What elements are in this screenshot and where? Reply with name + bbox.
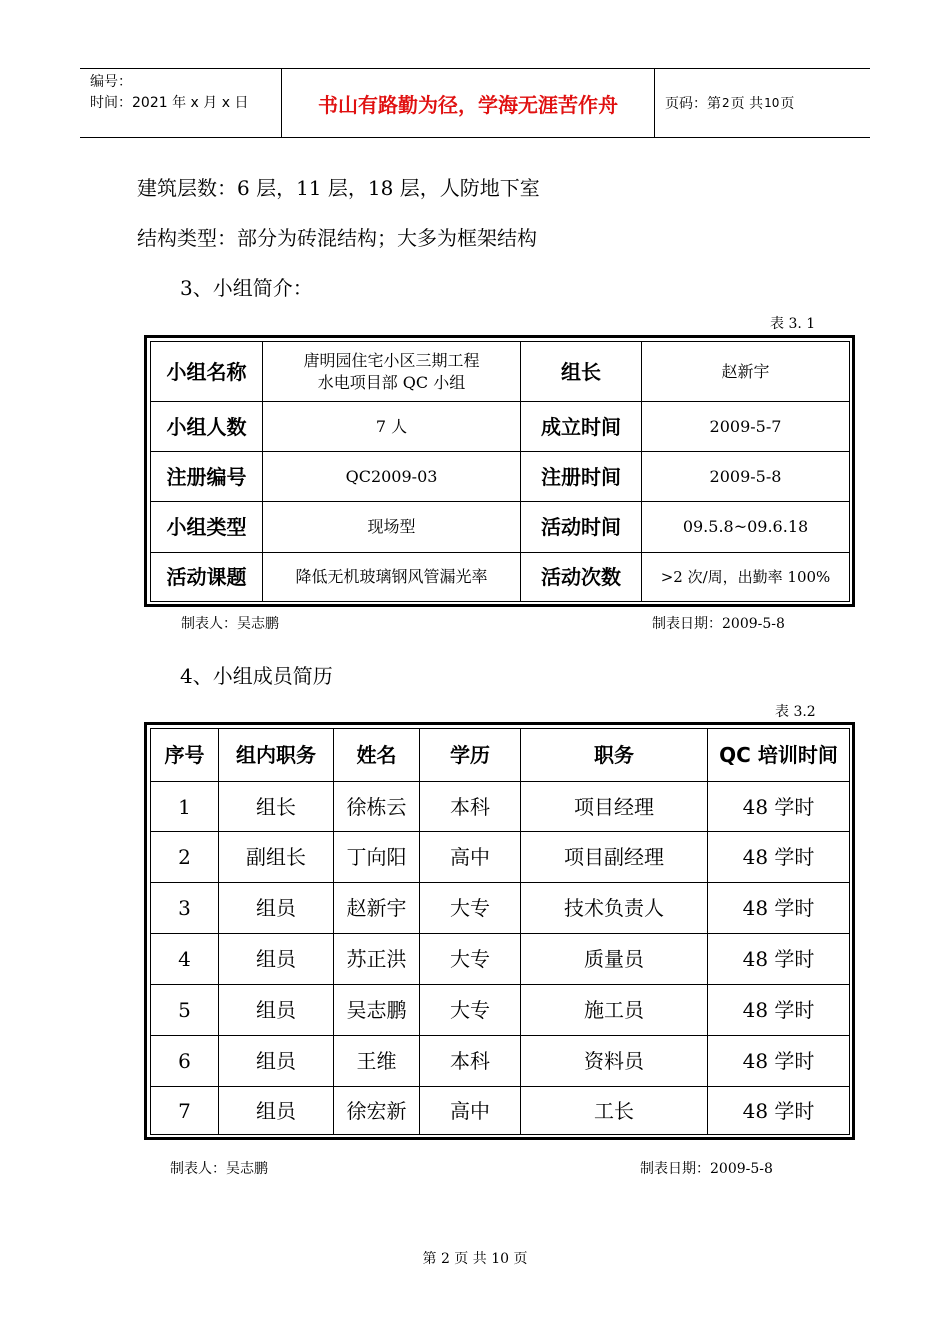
cell-name: 王维 [334,1036,420,1087]
group-name-line2: 水电项目部 QC 小组 [317,372,466,392]
cell-qc-training: 48 学时 [708,985,850,1036]
table2-number: 表 3.2 [775,704,816,720]
header-page-indicator [655,69,870,137]
table1-row [151,553,850,602]
label-member-count: 小组人数 [151,402,263,452]
cell-position: 项目经理 [521,782,708,832]
label-reg-date: 注册时间 [521,452,642,502]
group-name-line1: 唐明园住宅小区三期工程 [303,350,480,370]
table1-date: 制表日期：2009-5-8 [652,616,785,632]
page-prefix: 页码：第 [665,96,721,112]
label-group-name: 小组名称 [151,342,263,402]
page-mid: 页 共 [730,96,764,112]
table-row [151,985,850,1036]
cell-position: 资料员 [521,1036,708,1087]
page-suffix: 页 [780,96,795,112]
header-meta [80,69,282,137]
cell-education: 大专 [420,934,521,985]
cell-index: 2 [151,832,219,883]
header-index: 序号 [151,729,219,782]
cell-position: 项目副经理 [521,832,708,883]
cell-qc-training: 48 学时 [708,1087,850,1135]
value-reg-no: QC2009-03 [263,452,521,502]
cell-group-role: 组员 [219,934,334,985]
cell-name: 丁向阳 [334,832,420,883]
number-label: 编号： [90,74,132,90]
table2-maker: 制表人：吴志鹏 [170,1161,268,1177]
cell-name: 吴志鹏 [334,985,420,1036]
cell-group-role: 组员 [219,1087,334,1135]
cell-group-role: 组员 [219,883,334,934]
cell-index: 3 [151,883,219,934]
label-reg-no: 注册编号 [151,452,263,502]
cell-group-role: 组员 [219,985,334,1036]
page-number: 2 [722,96,730,110]
label-leader: 组长 [521,342,642,402]
header-group-role: 组内职务 [219,729,334,782]
cell-education: 大专 [420,883,521,934]
cell-group-role: 组长 [219,782,334,832]
value-group-name [263,342,521,402]
table1-row [151,452,850,502]
page-total: 10 [764,96,780,110]
section-3-heading: 3、小组简介： [180,276,313,300]
value-group-type: 现场型 [263,502,521,553]
cell-education: 高中 [420,832,521,883]
cell-index: 5 [151,985,219,1036]
page-footer: 第 2 页 共 10 页 [422,1251,528,1267]
table-row [151,1036,850,1087]
cell-education: 本科 [420,782,521,832]
table1-row [151,342,850,402]
floors-text: 建筑层数：6 层，11 层，18 层，人防地下室 [137,176,540,200]
cell-qc-training: 48 学时 [708,883,850,934]
cell-qc-training: 48 学时 [708,782,850,832]
value-founded: 2009-5-7 [642,402,850,452]
table-row [151,782,850,832]
cell-qc-training: 48 学时 [708,934,850,985]
value-activity-time: 09.5.8~09.6.18 [642,502,850,553]
table2-header-row [151,729,850,782]
cell-group-role: 组员 [219,1036,334,1087]
table-row [151,883,850,934]
cell-qc-training: 48 学时 [708,832,850,883]
label-founded: 成立时间 [521,402,642,452]
header-qc-training: QC 培训时间 [708,729,850,782]
cell-position: 施工员 [521,985,708,1036]
table2-date: 制表日期：2009-5-8 [640,1161,773,1177]
time-label: 时间：2021 年 x 月 x 日 [90,95,249,111]
cell-index: 1 [151,782,219,832]
section-4-heading: 4、小组成员简历 [180,664,333,688]
cell-name: 徐宏新 [334,1087,420,1135]
value-member-count: 7 人 [263,402,521,452]
table1-number: 表 3. 1 [770,316,816,332]
table-row [151,1087,850,1135]
structure-text: 结构类型：部分为砖混结构；大多为框架结构 [137,226,537,250]
header-name: 姓名 [334,729,420,782]
header-motto: 书山有路勤为径，学海无涯苦作舟 [282,69,655,137]
cell-index: 6 [151,1036,219,1087]
value-topic: 降低无机玻璃钢风管漏光率 [263,553,521,602]
table-row [151,832,850,883]
label-frequency: 活动次数 [521,553,642,602]
value-leader: 赵新宇 [642,342,850,402]
group-info-table [144,335,855,607]
cell-name: 徐栋云 [334,782,420,832]
cell-index: 4 [151,934,219,985]
label-group-type: 小组类型 [151,502,263,553]
cell-education: 大专 [420,985,521,1036]
table1-row [151,502,850,553]
value-reg-date: 2009-5-8 [642,452,850,502]
page-header [80,68,870,138]
value-frequency: >2 次/周，出勤率 100% [642,553,850,602]
cell-education: 高中 [420,1087,521,1135]
cell-group-role: 副组长 [219,832,334,883]
table1-row [151,402,850,452]
label-activity-time: 活动时间 [521,502,642,553]
cell-name: 赵新宇 [334,883,420,934]
table-row [151,934,850,985]
member-table [144,722,855,1140]
cell-position: 技术负责人 [521,883,708,934]
table1-maker: 制表人：吴志鹏 [181,616,279,632]
label-topic: 活动课题 [151,553,263,602]
cell-education: 本科 [420,1036,521,1087]
cell-position: 质量员 [521,934,708,985]
cell-qc-training: 48 学时 [708,1036,850,1087]
cell-name: 苏正洪 [334,934,420,985]
header-position: 职务 [521,729,708,782]
cell-index: 7 [151,1087,219,1135]
cell-position: 工长 [521,1087,708,1135]
header-education: 学历 [420,729,521,782]
